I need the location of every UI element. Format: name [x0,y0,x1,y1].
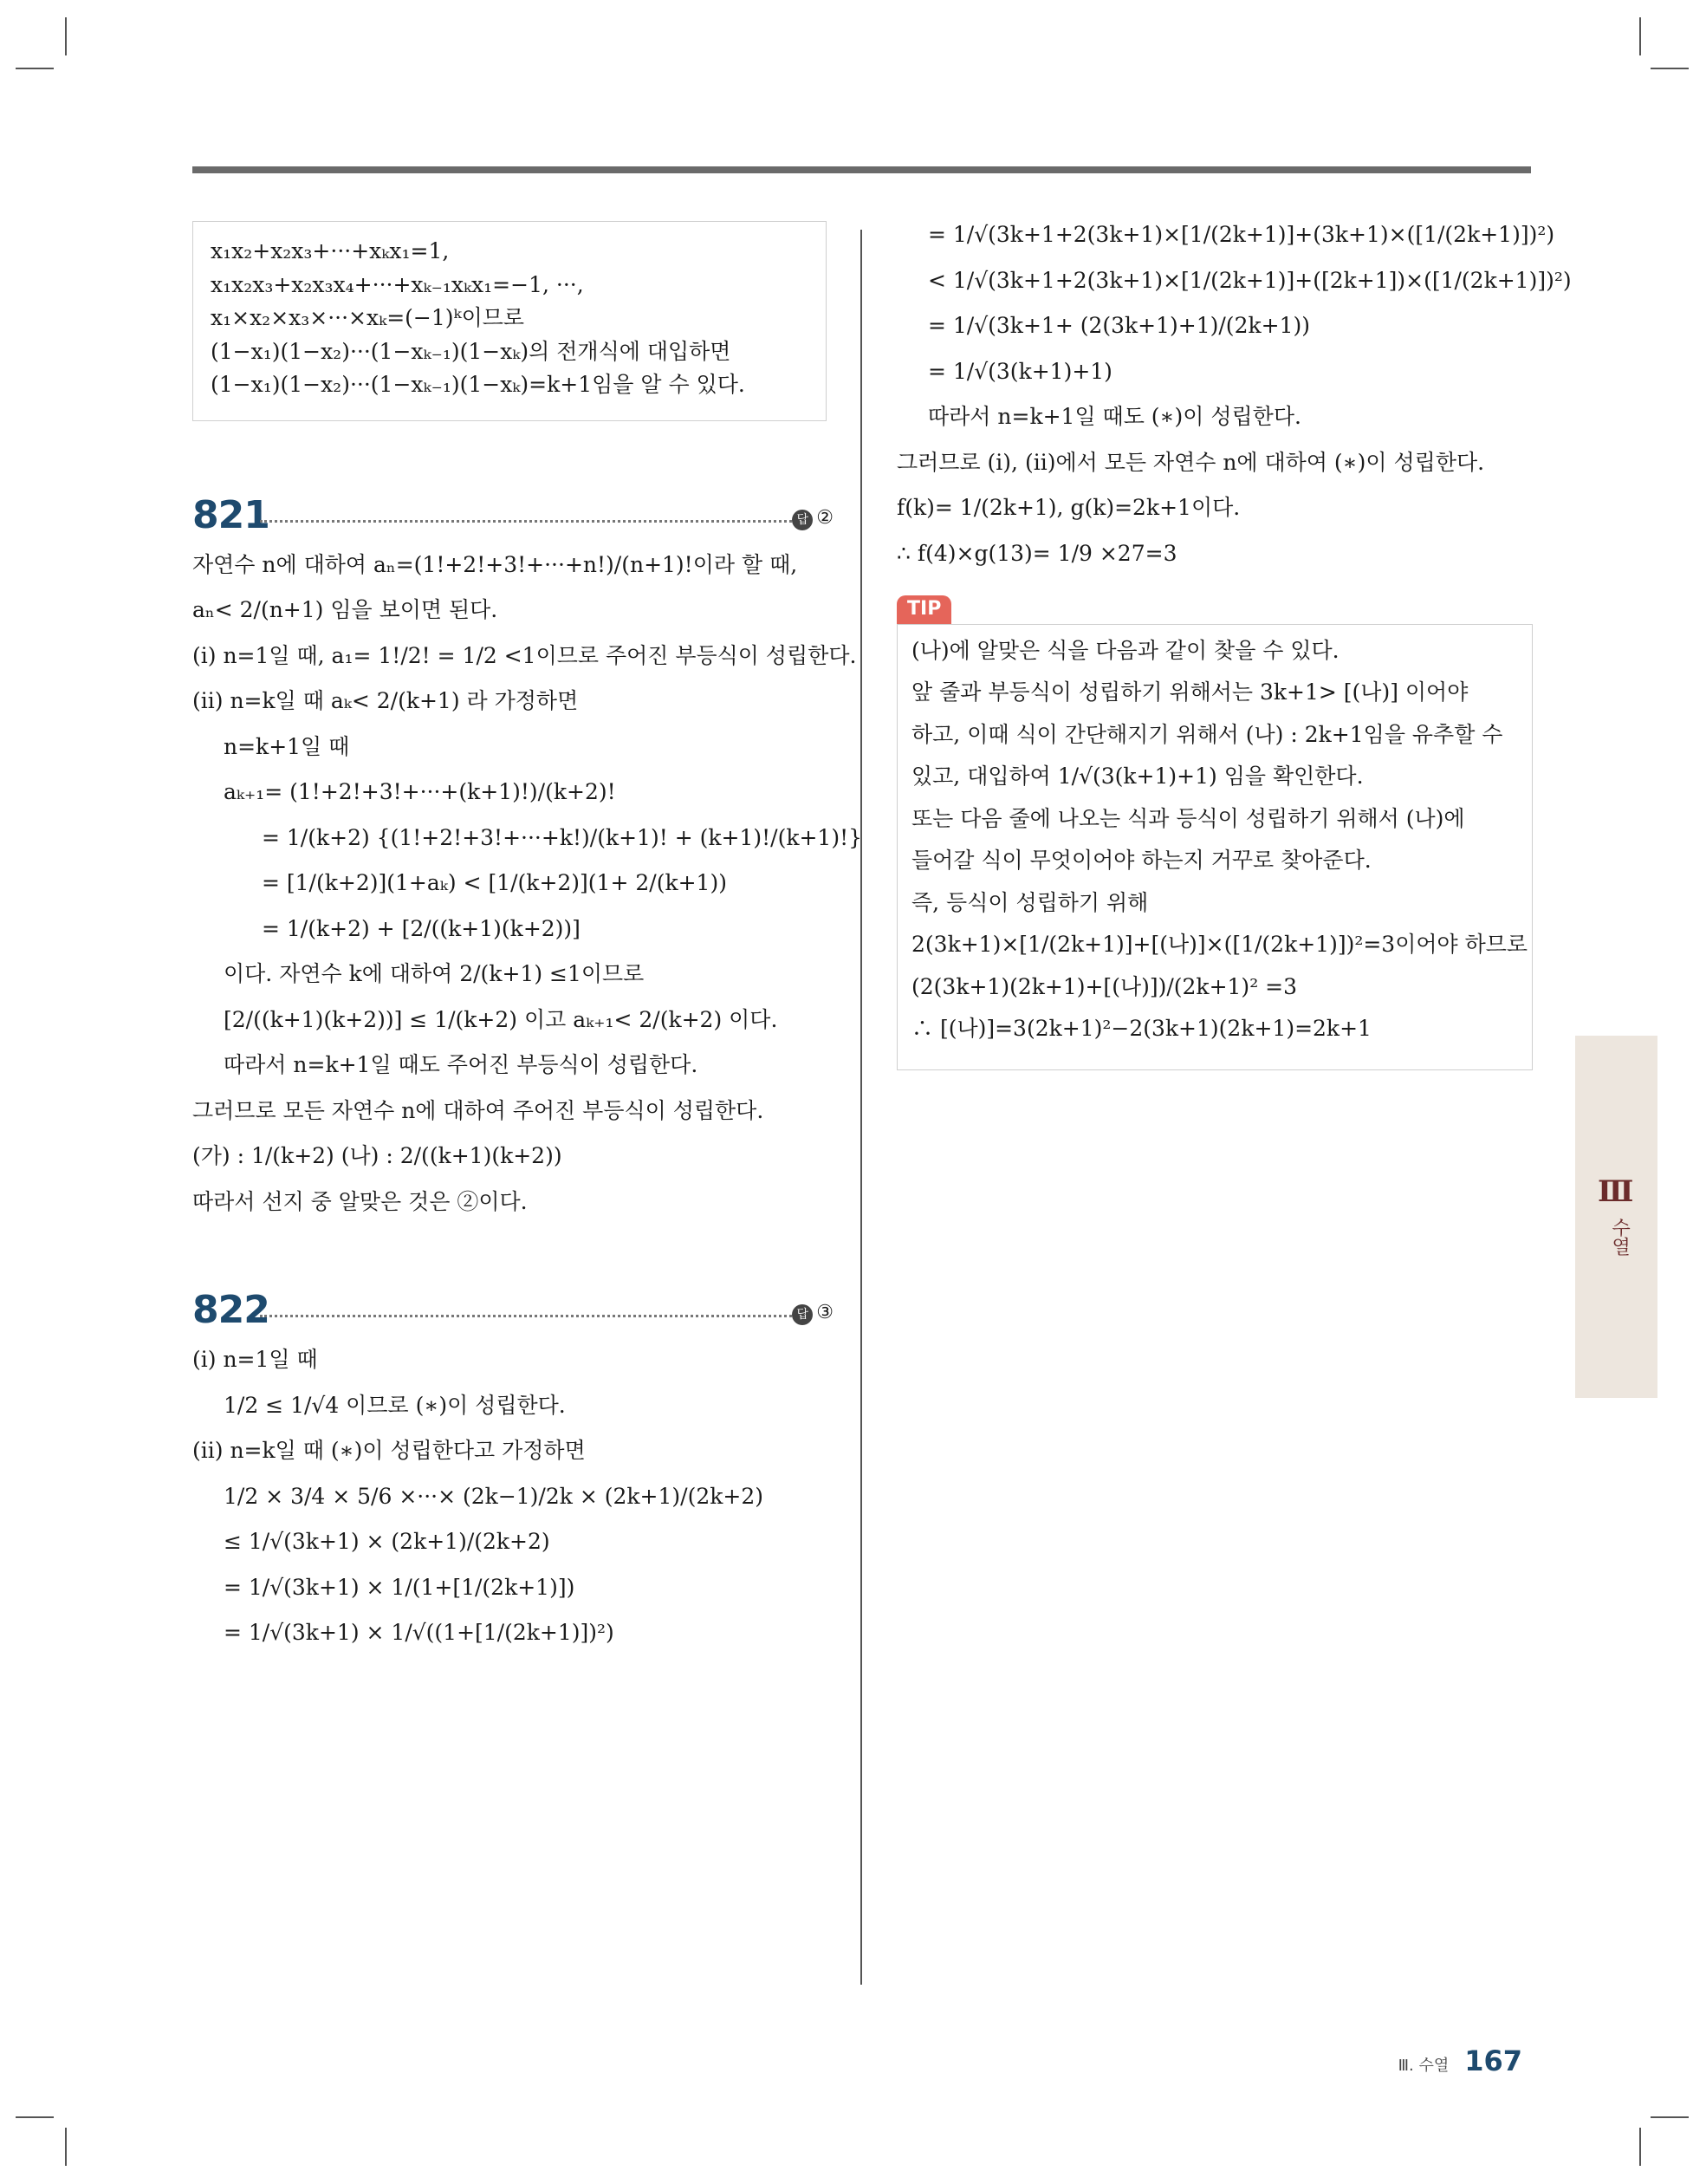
dotted-leader [260,520,792,523]
crop-mark [1651,2116,1689,2118]
chapter-side-tab [1575,1036,1657,1398]
solution-line: 따라서 n=k+1일 때도 (∗)이 성립한다. [928,404,1301,429]
tip-line: 들어갈 식이 무엇이어야 하는지 거꾸로 찾아준다. [911,848,1372,874]
solution-line: = 1/√(3k+1+2(3k+1)×[1/(2k+1)]+(3k+1)×([1/(2k+1)])²) [928,222,1555,247]
answer-mark-icon: 답 [792,1304,813,1325]
solution-line: < 1/√(3k+1+2(3k+1)×[1/(2k+1)]+([2k+1])×([1/(2k+1)])²) [928,267,1572,293]
problem-822-header [192,1285,834,1346]
crop-mark [65,2128,67,2166]
solution-line: (가) : 1/(k+2) (나) : 2/((k+1)(k+2)) [192,1143,562,1168]
problem-821-header [192,491,834,551]
tip-line: 앞 줄과 부등식이 성립하기 위해서는 3k+1> [(나)] 이어야 [911,679,1469,705]
solution-line: 그러므로 모든 자연수 n에 대하여 주어진 부등식이 성립한다. [192,1097,764,1123]
chapter-roman-numeral: Ⅲ [1598,1174,1634,1209]
solution-line: 따라서 n=k+1일 때도 주어진 부등식이 성립한다. [224,1052,698,1077]
solution-line: (i) n=1일 때 [192,1347,318,1372]
solution-line: (ii) n=k일 때 (∗)이 성립한다고 가정하면 [192,1438,586,1463]
tip-label: TIP [897,595,951,624]
solution-line: ≤ 1/√(3k+1) × (2k+1)/(2k+2) [224,1529,550,1554]
solution-line: = [1/(k+2)](1+aₖ) < [1/(k+2)](1+ 2/(k+1)) [262,870,727,895]
tip-section [897,594,1534,1070]
solution-line: [2/((k+1)(k+2))] ≤ 1/(k+2) 이고 aₖ₊₁< 2/(k+2) 이다. [224,1006,778,1032]
solution-line: = 1/(k+2) {(1!+2!+3!+···+k!)/(k+1)! + (k+1)!/(k+1)!} [262,824,863,850]
tip-line: 또는 다음 줄에 나오는 식과 등식이 성립하기 위해서 (나)에 [911,805,1465,831]
previous-solution-box [192,221,827,421]
right-column [897,221,1572,1070]
tip-line: 하고, 이때 식이 간단해지기 위해서 (나) : 2k+1임을 유추할 수 [911,721,1503,747]
solution-line: 이다. 자연수 k에 대하여 2/(k+1) ≤1이므로 [224,961,645,986]
solution-line: = 1/(k+2) + [2/((k+1)(k+2))] [262,915,581,941]
solution-line: 1/2 × 3/4 × 5/6 ×···× (2k−1)/2k × (2k+1)/(2k+2) [224,1483,763,1509]
solution-line: aₖ₊₁= (1!+2!+3!+···+(k+1)!)/(k+2)! [224,779,616,804]
tip-line: 즉, 등식이 성립하기 위해 [911,889,1149,915]
crop-mark [1651,68,1689,69]
prev-line-3: x₁×x₂×x₃×···×xₖ=(−1)ᵏ이므로 [211,305,525,330]
solution-line: 그러므로 (i), (ii)에서 모든 자연수 n에 대하여 (∗)이 성립한다. [897,449,1485,475]
problem-number: 822 [192,1288,269,1332]
crop-mark [1639,2128,1641,2166]
page-number: 167 [1464,2044,1522,2077]
tip-box [897,624,1533,1070]
header-rule [192,166,1531,173]
answer-value: ③ [816,1302,834,1323]
solution-line: = 1/√(3k+1) × 1/(1+[1/(2k+1)]) [224,1574,575,1600]
tip-line: ∴ [(나)]=3(2k+1)²−2(3k+1)(2k+1)=2k+1 [911,1016,1372,1042]
dotted-leader [260,1315,792,1317]
solution-line: (i) n=1일 때, a₁= 1!/2! = 1/2 <1이므로 주어진 부등식이 성립한다. [192,642,857,668]
prev-line-1: x₁x₂+x₂x₃+···+xₖx₁=1, [211,238,450,263]
crop-mark [16,68,54,69]
tip-line: (나)에 알맞은 식을 다음과 같이 찾을 수 있다. [911,637,1340,663]
solution-line: = 1/√(3k+1+ (2(3k+1)+1)/(2k+1)) [928,313,1310,338]
crop-mark [65,17,67,55]
crop-mark [1639,17,1641,55]
solution-line: 따라서 선지 중 알맞은 것은 ②이다. [192,1188,528,1214]
answer-badge [792,1301,834,1326]
crop-mark [16,2116,54,2118]
prev-line-5: (1−x₁)(1−x₂)···(1−xₖ₋₁)(1−xₖ)=k+1임을 알 수 있다. [211,372,745,397]
solution-line: (ii) n=k일 때 aₖ< 2/(k+1) 라 가정하면 [192,688,579,713]
solution-line: ∴ f(4)×g(13)= 1/9 ×27=3 [897,540,1177,566]
solution-line: = 1/√(3k+1) × 1/√((1+[1/(2k+1)])²) [224,1620,614,1645]
solution-line: = 1/√(3(k+1)+1) [928,358,1112,384]
prev-line-4: (1−x₁)(1−x₂)···(1−xₖ₋₁)(1−xₖ)의 전개식에 대입하면 [211,338,731,364]
chapter-label: 수열 [1608,1218,1631,1256]
solution-line: f(k)= 1/(2k+1), g(k)=2k+1이다. [897,495,1241,520]
problem-number: 821 [192,492,269,537]
prev-line-2: x₁x₂x₃+x₂x₃x₄+···+xₖ₋₁xₖx₁=−1, ···, [211,271,584,297]
tip-line: 2(3k+1)×[1/(2k+1)]+[(나)]×([1/(2k+1)])²=3이어야 하므로 [911,932,1528,958]
footer-chapter-label: Ⅲ. 수열 [1398,2057,1450,2075]
page-footer [1398,2044,1522,2080]
answer-badge [792,506,834,531]
left-column [192,221,863,1665]
answer-value: ② [816,506,834,529]
solution-line: aₙ< 2/(n+1) 임을 보이면 된다. [192,597,498,622]
solution-line: 자연수 n에 대하여 aₙ=(1!+2!+3!+···+n!)/(n+1)!이라 할 때, [192,551,798,577]
tip-line: 있고, 대입하여 1/√(3(k+1)+1) 임을 확인한다. [911,764,1364,790]
column-divider [860,230,862,1985]
solution-line: n=k+1일 때 [224,733,350,759]
solution-line: 1/2 ≤ 1/√4 이므로 (∗)이 성립한다. [224,1392,566,1418]
tip-line: (2(3k+1)(2k+1)+[(나)])/(2k+1)² =3 [911,973,1298,999]
answer-mark-icon: 답 [792,510,813,530]
